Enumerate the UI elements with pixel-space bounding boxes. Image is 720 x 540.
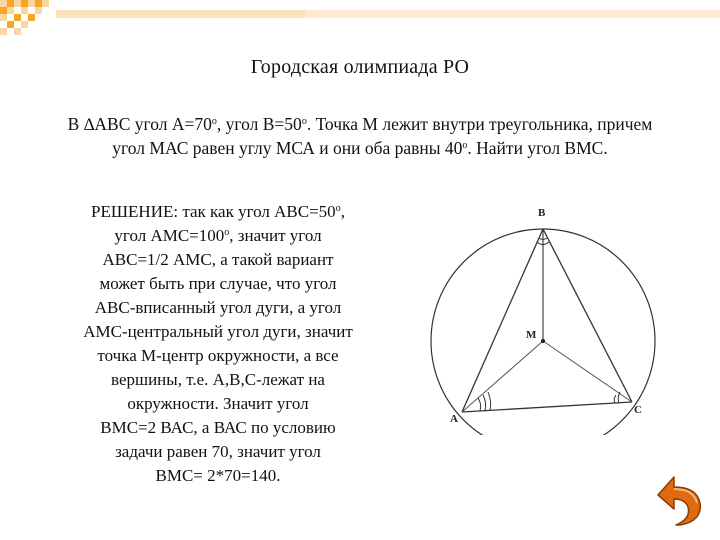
solution-line: ВМС= 2*70=140. [155, 466, 281, 485]
slide-title: Городская олимпиада РО [250, 56, 470, 78]
solution-line: может быть при случае, что угол [99, 274, 337, 293]
angle-arc-a [478, 398, 481, 411]
geometry-diagram [420, 195, 720, 435]
solution-text [28, 200, 408, 488]
angle-arc-a-2 [483, 395, 486, 411]
problem-line-2: угол МАС равен углу МСА и они оба равны $40^о$. Найти угол ВМС. [112, 138, 608, 158]
return-arrow-button[interactable] [650, 455, 710, 530]
angle-arc-c [614, 395, 616, 403]
label-m: M [526, 329, 537, 341]
angle-arc-a-3 [488, 392, 491, 410]
solution-line: АМС-центральный угол дуги, значит [83, 322, 353, 341]
solution-line: задачи равен 70, значит угол [115, 442, 321, 461]
label-b: B [538, 207, 546, 219]
solution-line: ВМС=2 ВАС, а ВАС по условию [100, 418, 336, 437]
solution-line: АВС=1/2 АМС, а такой вариант [102, 250, 334, 269]
angle-arc-c-2 [618, 392, 620, 403]
solution-line: окружности. Значит угол [127, 394, 309, 413]
problem-statement [18, 112, 702, 160]
solution-line: точка М-центр окружности, а все [97, 346, 339, 365]
solution-line: АВС-вписанный угол дуги, а угол [94, 298, 342, 317]
point-m [541, 339, 545, 343]
side-bc [543, 229, 632, 402]
segment-cm [543, 341, 632, 402]
segment-am [462, 341, 543, 412]
corner-decoration [0, 0, 720, 40]
problem-line-1: В ∆АВС угол $А=70^о$, угол $В=50^о$. Точка М лежит внутри треугольника, причем [67, 114, 653, 134]
curved-return-arrow-icon [658, 477, 700, 525]
solution-line: РЕШЕНИЕ: так как угол $АВС=50^о$, [91, 202, 345, 221]
side-ab [462, 229, 543, 412]
side-ac [462, 402, 632, 412]
solution-line: вершины, т.е. А,В,С-лежат на [111, 370, 325, 389]
label-a: A [450, 413, 458, 425]
label-c: C [634, 404, 642, 416]
solution-line: угол $АМС=100^о$, значит угол [114, 226, 322, 245]
